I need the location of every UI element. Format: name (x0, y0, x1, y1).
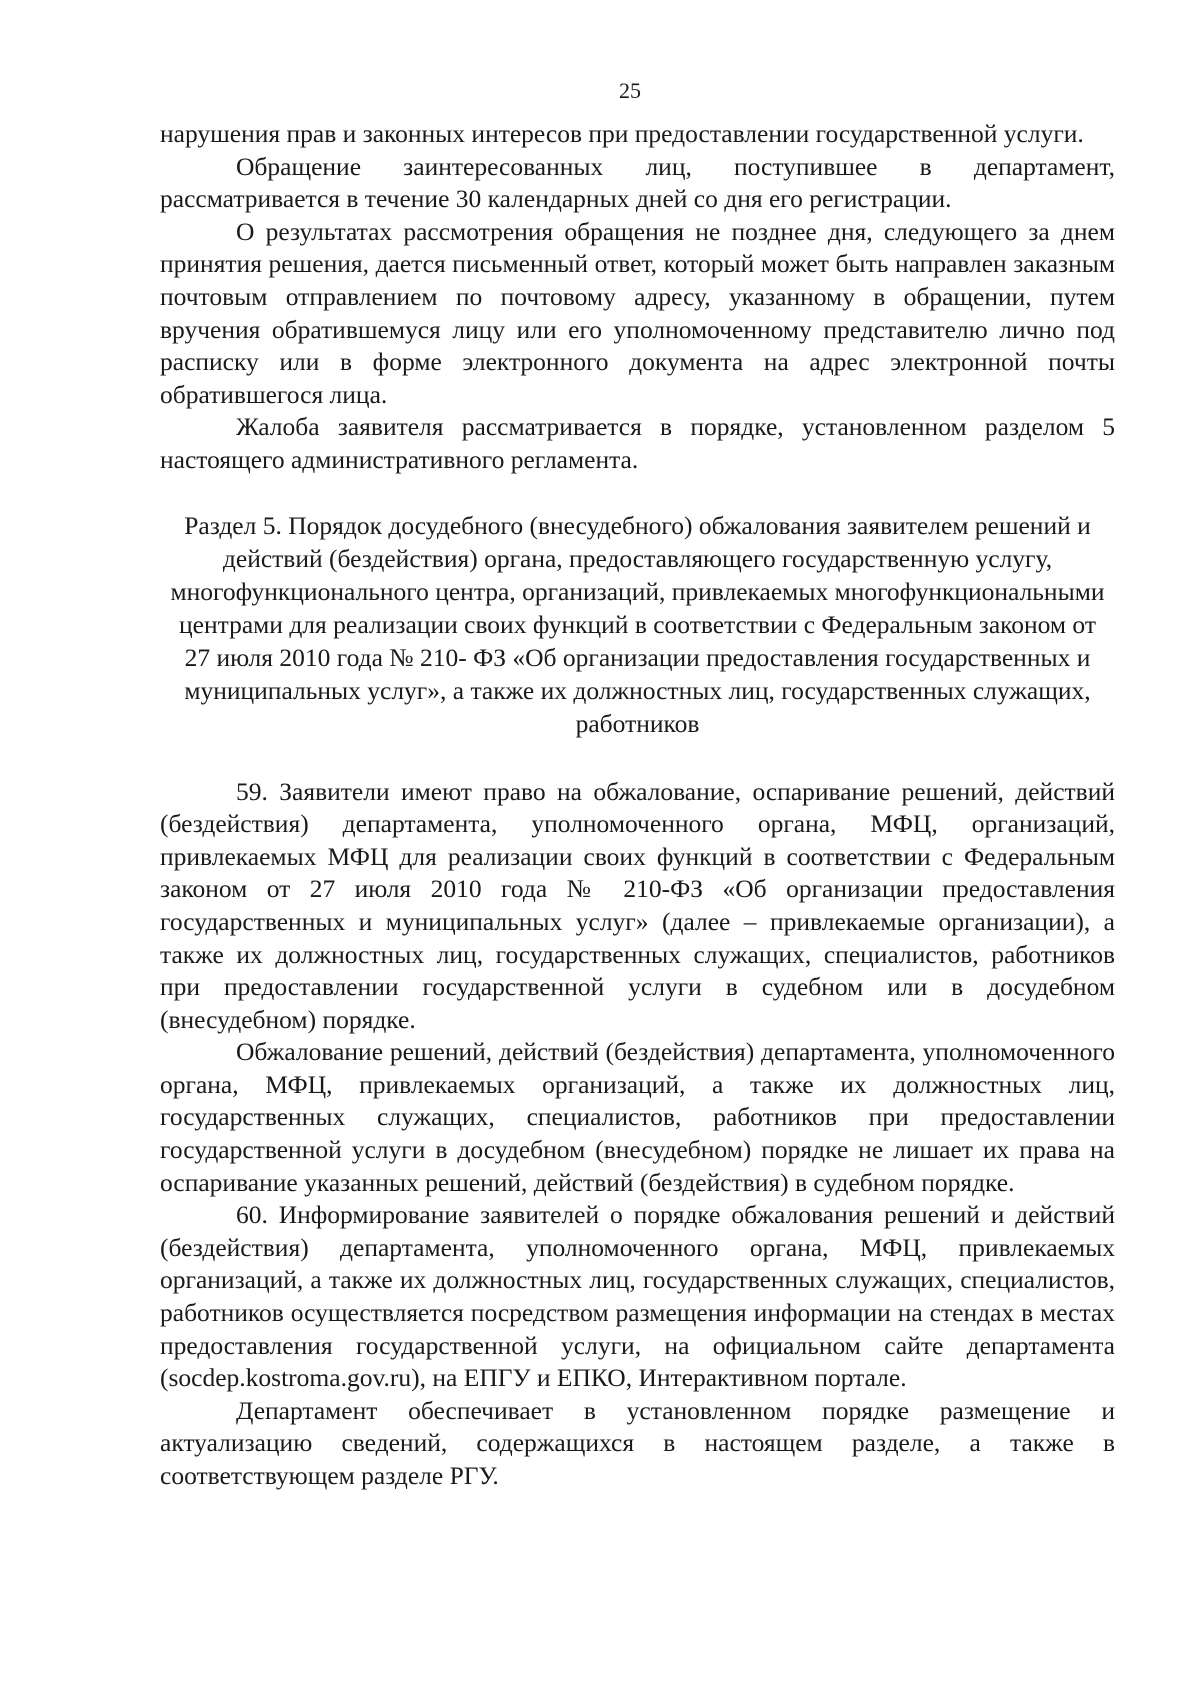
paragraph-review-results: О результатах рассмотрения обращения не позднее дня, следующего за днем принятия решения, дается письменный ответ, который может быть направлен заказным почтовым отправлением по почтовому адресу, указанному в обращении, путем вручения обратившемуся лицу или его уполномоченному представителю лично под расписку или в форме электронного документа на адрес электронной почты обратившегося лица. (160, 216, 1115, 409)
document-body (160, 118, 1115, 1493)
paragraph-complaint: Жалоба заявителя рассматривается в порядке, установленном разделом 5 настоящего административного регламента. (160, 412, 1115, 474)
page-number: 25 (619, 78, 641, 103)
paragraph-59: 59. Заявители имеют право на обжалование, оспаривание решений, действий (бездействия) департамента, уполномоченного органа, МФЦ, организаций, привлекаемых МФЦ для реализации своих функций в соответствии с Федеральным законом от 27 июля 2010 года № 210-ФЗ «Об организации предоставления государственных и муниципальных услуг» (далее – привлекаемые организации), а также их должностных лиц, государственных служащих, специалистов, работников при предоставлении государственной услуги в судебном или в досудебном (внесудебном) порядке. (160, 776, 1115, 1034)
paragraph-review-period: Обращение заинтересованных лиц, поступившее в департамент, рассматривается в течение 30 календарных дней со дня его регистрации. (160, 151, 1115, 214)
paragraph-continuation: нарушения прав и законных интересов при предоставлении государственной услуги. (160, 119, 1084, 148)
section-5-heading: Раздел 5. Порядок досудебного (внесудебного) обжалования заявителем решений и действий (бездействия) органа, предоставляющего государственную услугу, многофункционального центра, организаций, привлекаемых многофункциональными центрами для реализации своих функций в соответствии с Федеральным законом от 27 июля 2010 года № 210- ФЗ «Об организации предоставления государственных и муниципальных услуг», а также их должностных лиц, государственных служащих, работников (170, 510, 1105, 738)
paragraph-59-appeal: Обжалование решений, действий (бездействия) департамента, уполномоченного органа, МФЦ, привлекаемых организаций, а также их должностных лиц, государственных служащих, специалистов, работников при предоставлении государственной услуги в досудебном (внесудебном) порядке не лишает их права на оспаривание указанных решений, действий (бездействия) в судебном порядке. (160, 1037, 1115, 1197)
paragraph-60: 60. Информирование заявителей о порядке обжалования решений и действий (бездействия) департамента, уполномоченного органа, МФЦ, привлекаемых организаций, а также их должностных лиц, государственных служащих, специалистов, работников осуществляется посредством размещения информации на стендах в местах предоставления государственной услуги, на официальном сайте департамента (socdep.kostroma.gov.ru), на ЕПГУ и ЕПКО, Интерактивном портале. (160, 1200, 1115, 1393)
paragraph-60-department: Департамент обеспечивает в установленном порядке размещение и актуализацию сведений, содержащихся в настоящем разделе, а также в соответствующем разделе РГУ. (160, 1395, 1115, 1490)
